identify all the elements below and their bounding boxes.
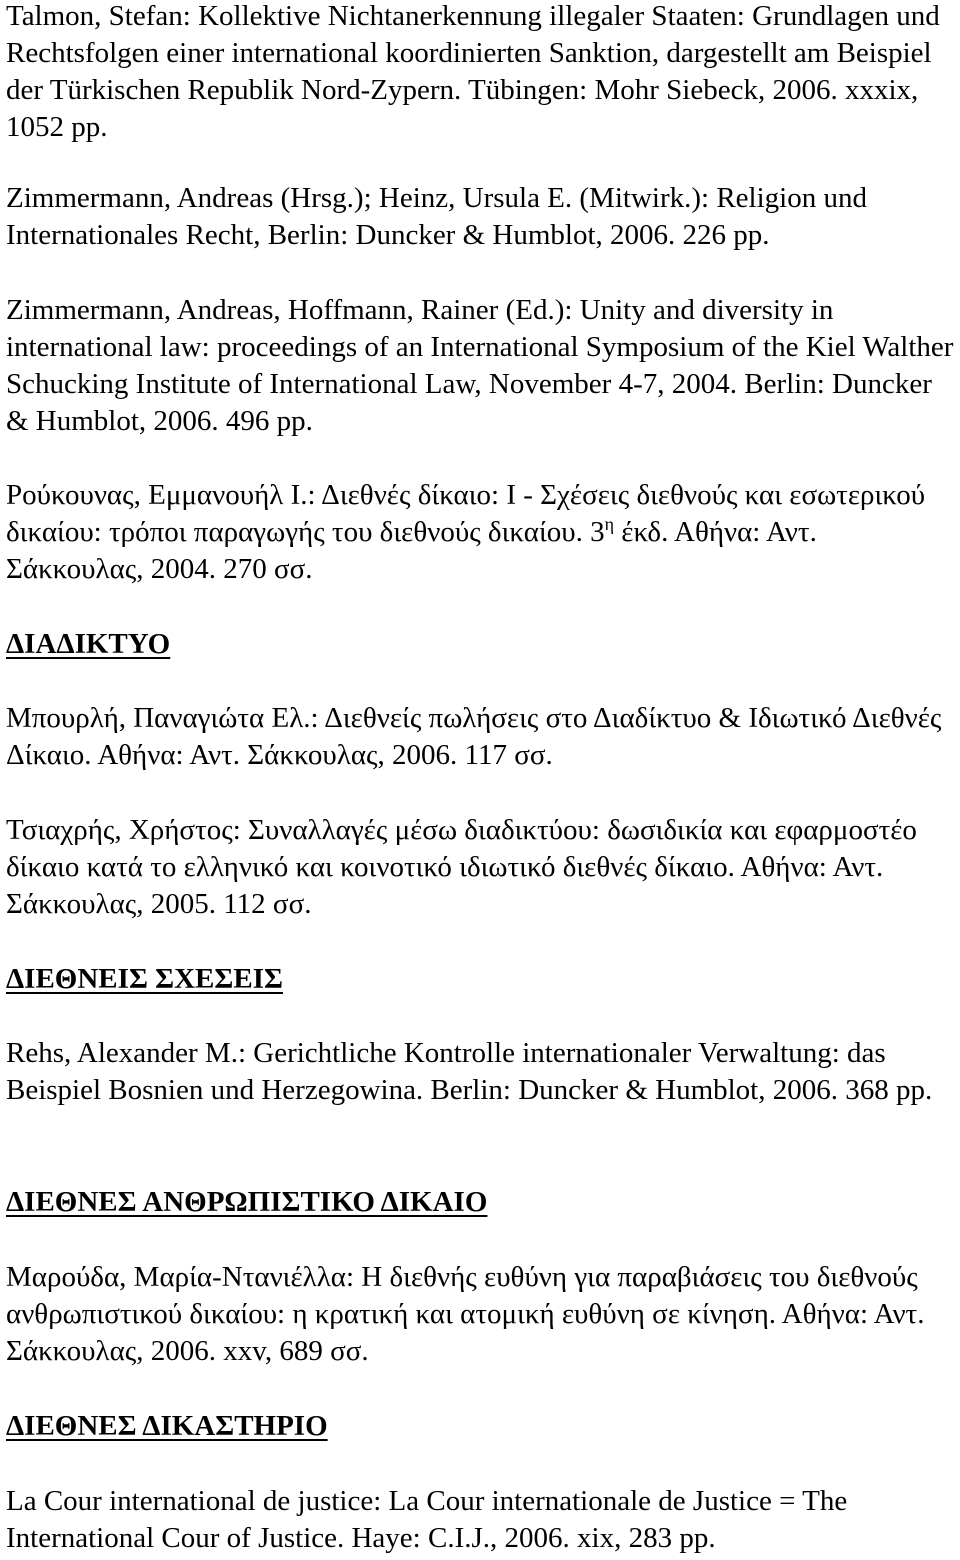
bibliography-entry-tsiachris: Τσιαχρής, Χρήστος: Συναλλαγές μέσω διαδικτύου: δωσιδικία και εφαρμοστέο δίκαιο κατά το ελληνικό και κοινοτικό ιδιωτικό διεθνές δίκαιο. Αθήνα: Αντ. Σάκκουλας, 2005. 112 σσ.: [6, 814, 917, 920]
section-heading-international-relations: ΔΙΕΘΝΕΙΣ ΣΧΕΣΕΙΣ: [6, 963, 283, 995]
bibliography-entry-talmon: Talmon, Stefan: Kollektive Nichtanerkennung illegaler Staaten: Grundlagen und Rechtsfolgen einer international koordinierten Sanktion, dargestellt am Beispiel der Türkischen Republik Nord-Zypern. Tübingen: Mohr Siebeck, 2006. xxxix, 1052 pp.: [6, 0, 940, 143]
section-heading-internet: ΔΙΑΔΙΚΤΥΟ: [6, 628, 171, 660]
section-heading-international-court: ΔΙΕΘΝΕΣ ΔΙΚΑΣΤΗΡΙΟ: [6, 1410, 328, 1442]
entry-text: έκδ. Αθήνα: Αντ. Σάκκουλας, 2004. 270 σσ.: [6, 516, 817, 585]
bibliography-entry-roukounas: [6, 477, 956, 588]
entry-text: Ρούκουνας, Εμμανουήλ Ι.: Διεθνές δίκαιο: Ι - Σχέσεις διεθνούς και εσωτερικού δικαίου: τρόποι παραγωγής του διεθνούς δικαίου. 3: [6, 479, 926, 548]
bibliography-entry-zimmermann-hoffmann: Zimmermann, Andreas, Hoffmann, Rainer (Ed.): Unity and diversity in international law: proceedings of an International Symposium of the Kiel Walther Schucking Institute of International Law, November 4-7, 2004. Berlin: Duncker & Humblot, 2006. 496 pp.: [6, 294, 954, 437]
bibliography-entry-marouda: Μαρούδα, Μαρία-Ντανιέλλα: Η διεθνής ευθύνη για παραβιάσεις του διεθνούς ανθρωπιστικού δικαίου: η κρατική και ατομική ευθύνη σε κίνηση. Αθήνα: Αντ. Σάκκουλας, 2006. xxv, 689 σσ.: [6, 1261, 925, 1367]
section-heading-humanitarian-law: ΔΙΕΘΝΕΣ ΑΝΘΡΩΠΙΣΤΙΚΟ ΔΙΚΑΙΟ: [6, 1186, 488, 1218]
bibliography-entry-rehs: Rehs, Alexander M.: Gerichtliche Kontrolle internationaler Verwaltung: das Beispiel Bosnien und Herzegowina. Berlin: Duncker & Humblot, 2006. 368 pp.: [6, 1037, 933, 1106]
bibliography-entry-bourli: Μπουρλή, Παναγιώτα Ελ.: Διεθνείς πωλήσεις στο Διαδίκτυο & Ιδιωτικό Διεθνές Δίκαιο. Αθήνα: Αντ. Σάκκουλας, 2006. 117 σσ.: [6, 702, 942, 771]
edition-superscript: η: [604, 514, 615, 534]
bibliography-entry-cour: La Cour international de justice: La Cour internationale de Justice = The International Cour of Justice. Haye: C.I.J., 2006. xix, 283 pp.: [6, 1485, 848, 1554]
bibliography-entry-zimmermann-heinz: Zimmermann, Andreas (Hrsg.); Heinz, Ursula E. (Mitwirk.): Religion und Internationales Recht, Berlin: Duncker & Humblot, 2006. 226 pp.: [6, 182, 867, 251]
